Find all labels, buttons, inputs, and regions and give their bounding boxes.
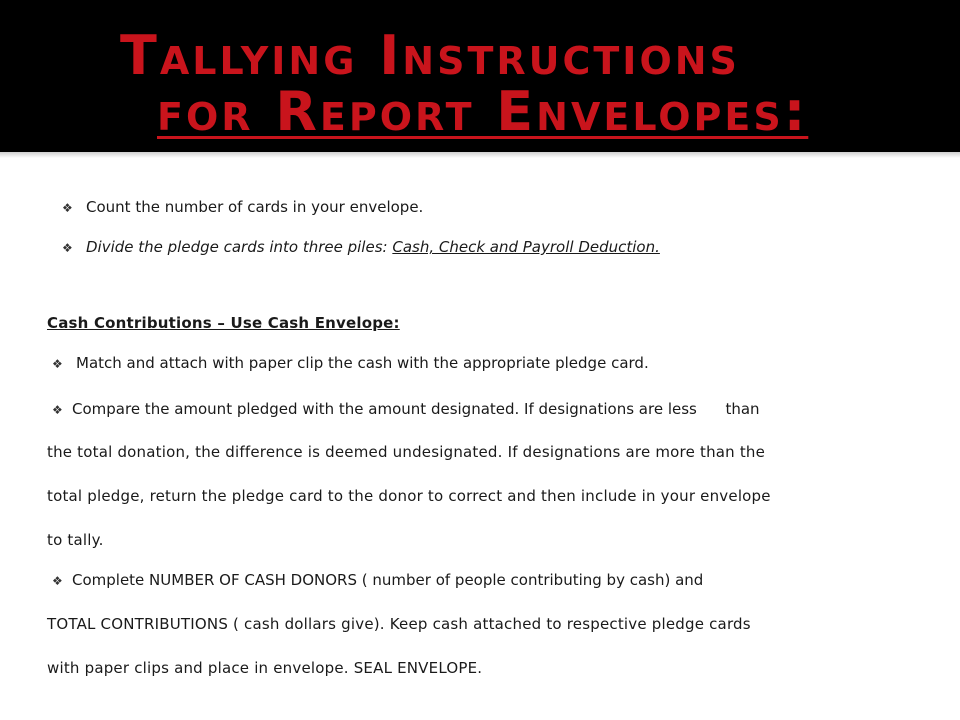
bullet-compare-line2: the total donation, the difference is deemed undesignated. If designations are more than the <box>47 443 766 461</box>
bullet-match-attach <box>52 354 649 372</box>
slide-title-line1: Tallying Instructions <box>120 24 740 87</box>
bullet-text: Compare the amount pledged with the amount designated. If designations are less than <box>72 400 760 418</box>
bullet-text: Count the number of cards in your envelope. <box>86 198 424 216</box>
slide-title-line2: for Report Envelopes: <box>157 80 809 143</box>
bullet-complete-line2: TOTAL CONTRIBUTIONS ( cash dollars give). Keep cash attached to respective pledge cards <box>47 615 751 633</box>
bullet-text-underlined: Cash, Check and Payroll Deduction. <box>392 238 660 256</box>
bullet-complete-line1 <box>52 571 703 589</box>
bullet-text: Match and attach with paper clip the cash with the appropriate pledge card. <box>76 354 649 372</box>
title-divider <box>0 152 960 158</box>
diamond-bullet-icon: ❖ <box>62 201 73 215</box>
bullet-complete-line3: with paper clips and place in envelope. SEAL ENVELOPE. <box>47 659 483 677</box>
diamond-bullet-icon: ❖ <box>62 241 73 255</box>
bullet-text-lead: Divide the pledge cards into three piles: <box>86 238 393 256</box>
diamond-bullet-icon: ❖ <box>52 357 63 371</box>
section-heading: Cash Contributions – Use Cash Envelope: <box>47 314 400 332</box>
diamond-bullet-icon: ❖ <box>52 574 63 588</box>
bullet-text: Complete NUMBER OF CASH DONORS ( number of people contributing by cash) and <box>72 571 704 589</box>
bullet-count-cards <box>62 198 423 216</box>
bullet-compare-line4: to tally. <box>47 531 104 549</box>
bullet-compare-line3: total pledge, return the pledge card to the donor to correct and then include in your envelope <box>47 487 771 505</box>
bullet-compare-line1 <box>52 400 760 418</box>
bullet-divide-piles <box>62 238 660 256</box>
diamond-bullet-icon: ❖ <box>52 403 63 417</box>
